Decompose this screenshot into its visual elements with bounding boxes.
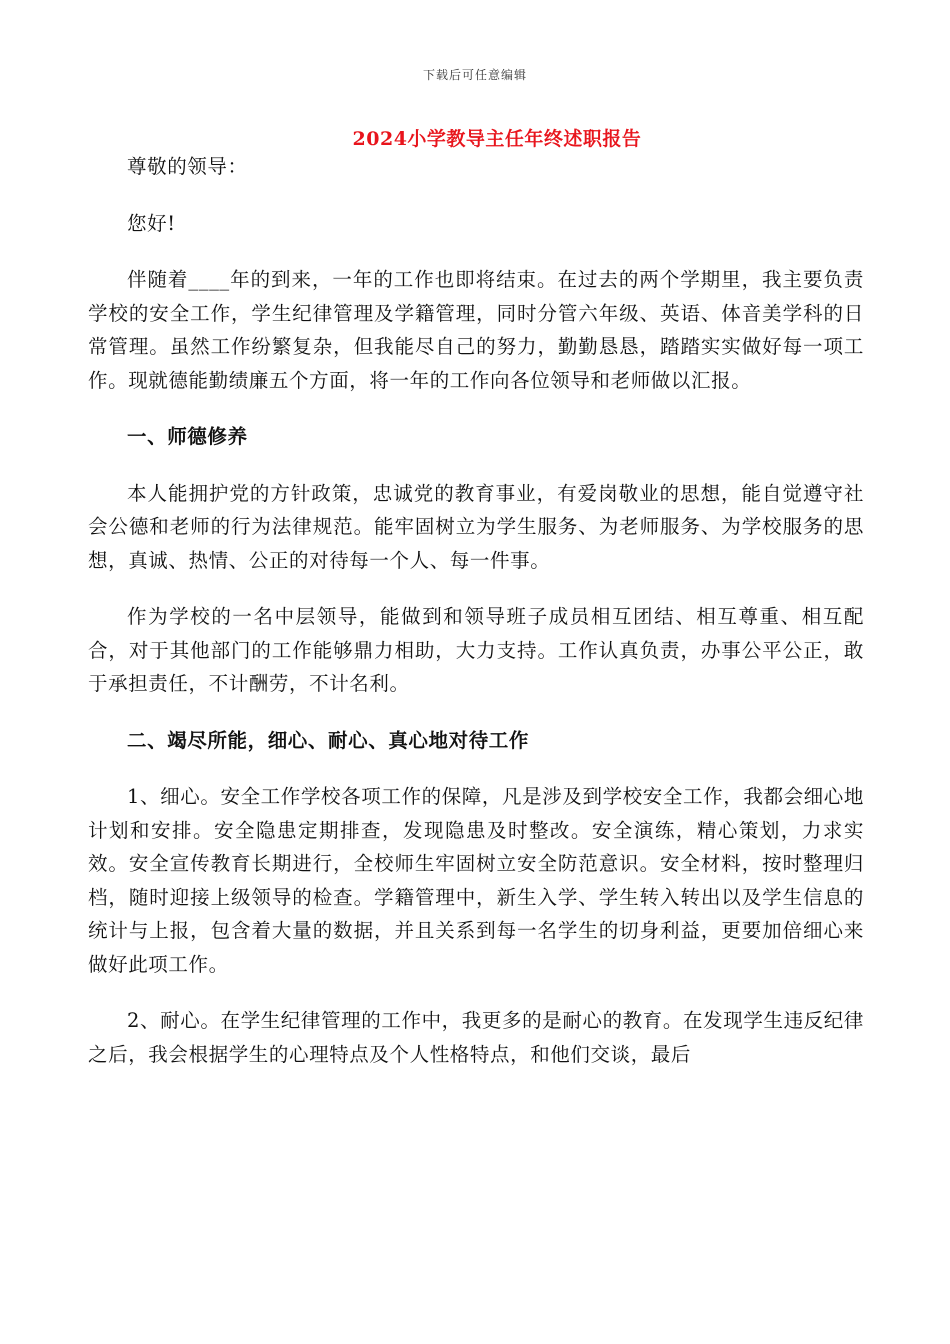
intro-paragraph: 伴随着____年的到来，一年的工作也即将结束。在过去的两个学期里，我主要负责学校的安全工作，学生纪律管理及学籍管理，同时分管六年级、英语、体音美学科的日常管理。虽然工作纷繁复杂，但我能尽自己的努力，勤勤恳恳，踏踏实实做好每一项工作。现就德能勤绩廉五个方面，将一年的工作向各位领导和老师做以汇报。 (88, 268, 864, 392)
section1-paragraph-1: 本人能拥护党的方针政策，忠诚党的教育事业，有爱岗敬业的思想，能自觉遵守社会公德和老师的行为法律规范。能牢固树立为学生服务、为老师服务、为学校服务的思想，真诚、热情、公正的对待每一个人、每一件事。 (88, 481, 864, 572)
section2-paragraph-2: 2、耐心。在学生纪律管理的工作中，我更多的是耐心的教育。在发现学生违反纪律之后，我会根据学生的心理特点及个人性格特点，和他们交谈，最后 (88, 1009, 864, 1066)
salutation: 尊敬的领导： (127, 155, 248, 178)
section2-paragraph-1: 1、细心。安全工作学校各项工作的保障，凡是涉及到学校安全工作，我都会细心地计划和安排。安全隐患定期排查，发现隐患及时整改。安全演练，精心策划，力求实效。安全宣传教育长期进行，全校师生牢固树立安全防范意识。安全材料，按时整理归档，随时迎接上级领导的检查。学籍管理中，新生入学、学生转入转出以及学生信息的统计与上报，包含着大量的数据，并且关系到每一名学生的切身利益，更要加倍细心来做好此项工作。 (88, 785, 864, 976)
greeting: 您好! (127, 211, 176, 235)
section2-heading: 二、竭尽所能，细心、耐心、真心地对待工作 (127, 728, 530, 752)
section1-heading: 一、师德修养 (127, 425, 248, 448)
header-note: 下载后可任意编辑 (422, 68, 527, 82)
document-title: 2024小学教导主任年终述职报告 (352, 128, 642, 150)
section1-paragraph-2: 作为学校的一名中层领导，能做到和领导班子成员相互团结、相互尊重、相互配合，对于其他部门的工作能够鼎力相助，大力支持。工作认真负责，办事公平公正，敢于承担责任，不计酬劳，不计名利。 (88, 605, 864, 695)
document-body (88, 150, 864, 1071)
